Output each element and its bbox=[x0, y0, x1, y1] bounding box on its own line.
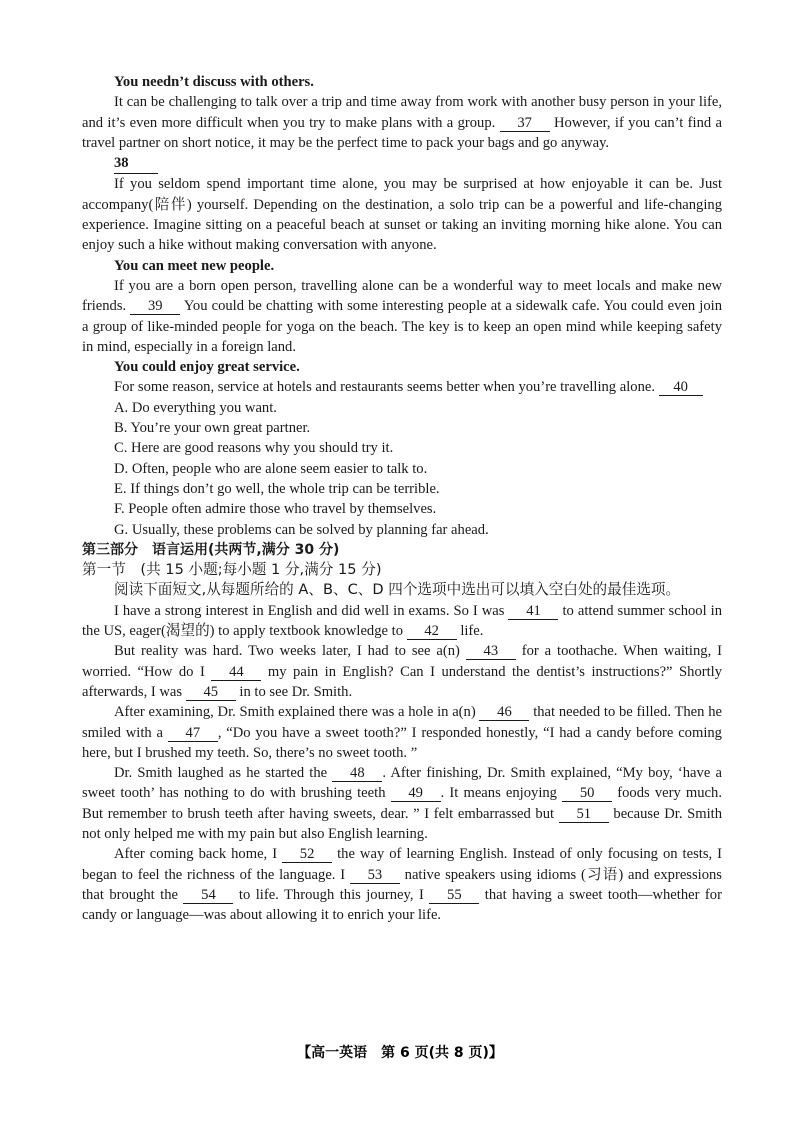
instruction: 阅读下面短文,从每题所给的 A、B、C、D 四个选项中选出可以填入空白处的最佳选项。 bbox=[114, 581, 681, 599]
option-f: F. People often admire those who travel by themselves. bbox=[114, 501, 437, 518]
blank-51: 51 bbox=[559, 806, 609, 823]
blank-48: 48 bbox=[332, 765, 382, 782]
blank-45: 45 bbox=[186, 684, 236, 701]
blank-53: 53 bbox=[350, 867, 400, 884]
section-1-heading: 第一节 (共 15 小题;每小题 1 分,满分 15 分) bbox=[82, 561, 382, 579]
blank-46: 46 bbox=[479, 704, 529, 721]
option-d: D. Often, people who are alone seem easier to talk to. bbox=[114, 460, 428, 477]
cloze-paragraph-5: After coming back home, I 52 the way of learning English. Instead of only focusing on tests, I began to feel the richness of the language. I 53 native speakers using idioms (习语) and expressions that brought the 54 to life. Through this journey, I 55 that having a sweet tooth—whether for candy or language—was about allowing it to enrich your life. bbox=[82, 846, 723, 924]
blank-54: 54 bbox=[183, 887, 233, 904]
option-g: G. Usually, these problems can be solved by planning far ahead. bbox=[114, 521, 489, 538]
blank-37: 37 bbox=[500, 115, 550, 132]
paragraph-39: If you are a born open person, travelling alone can be a wonderful way to meet locals and make new friends. 39 You could be chatting with some interesting people at a sidewalk cafe. You could even join a group of like-minded people for yoga on the beach. The key is to keep an open mind while keeping safety in mind, especially in a foreign land. bbox=[82, 277, 722, 355]
blank-40: 40 bbox=[659, 379, 703, 396]
blank-50: 50 bbox=[562, 785, 612, 802]
blank-49: 49 bbox=[391, 785, 441, 802]
part-3-heading: 第三部分 语言运用(共两节,满分 30 分) bbox=[82, 541, 340, 558]
option-a: A. Do everything you want. bbox=[114, 399, 277, 416]
option-c: C. Here are good reasons why you should try it. bbox=[114, 440, 394, 457]
blank-43: 43 bbox=[466, 643, 516, 660]
paragraph-40: For some reason, service at hotels and restaurants seems better when you’re travelling alone. 40 bbox=[82, 377, 722, 397]
blank-52: 52 bbox=[282, 846, 332, 863]
cloze-paragraph-2: But reality was hard. Two weeks later, I had to see a(n) 43 for a toothache. When waiting, I worried. “How do I 44 my pain in English? Can I understand the dentist’s instructions?” Shortly afterwards, I was 45 in to see Dr. Smith. bbox=[82, 643, 723, 700]
blank-47: 47 bbox=[168, 725, 218, 742]
cloze-paragraph-3: After examining, Dr. Smith explained there was a hole in a(n) 46 that needed to be filled. Then he smiled with a 47 , “Do you have a sweet tooth?” I responded honestly, “I had a candy before coming here, but I brushed my teeth. So, there’s no sweet tooth. ” bbox=[82, 704, 722, 761]
section-heading-4: You could enjoy great service. bbox=[114, 359, 300, 376]
blank-heading-38: 38 bbox=[82, 153, 722, 174]
blank-41: 41 bbox=[508, 603, 558, 620]
option-e: E. If things don’t go well, the whole trip can be terrible. bbox=[114, 480, 440, 497]
blank-42: 42 bbox=[407, 623, 457, 640]
section-heading-1: You needn’t discuss with others. bbox=[114, 74, 314, 90]
paragraph-37: It can be challenging to talk over a trip and time away from work with another busy person in your life, and it’s even more difficult when you try to make plans with a group. 37 However, if you can’t find a travel partner on short notice, it may be the perfect time to pack your bags and go anyway. bbox=[82, 94, 722, 151]
section-heading-3: You can meet new people. bbox=[114, 257, 275, 274]
paragraph-38: If you seldom spend important time alone, you may be surprised at how enjoyable it can be. Just accompany(陪伴) yourself. Depending on the destination, a solo trip can be a powerful and life-changing experience. Imagine sitting on a peaceful beach at sunset or taking an inviting morning hike alone. You can enjoy such a hike without making conversation with anyone. bbox=[82, 176, 722, 254]
cloze-paragraph-1: I have a strong interest in English and did well in exams. So I was 41 to attend summer school in the US, eager(渴望的) to apply textbook knowledge to 42 life. bbox=[82, 602, 723, 640]
blank-44: 44 bbox=[211, 664, 261, 681]
page-footer: 【高一英语 第 6 页(共 8 页)】 bbox=[297, 1045, 503, 1061]
cloze-paragraph-4: Dr. Smith laughed as he started the 48 . After finishing, Dr. Smith explained, “My boy, ‘have a sweet tooth’ has nothing to do with brushing teeth 49 . It means enjoying 50 foods very much. But remember to brush teeth after having sweets, dear. ” I felt embarrassed but 51 because Dr. Smith not only helped me with my pain but also English learning. bbox=[82, 765, 722, 842]
blank-55: 55 bbox=[429, 887, 479, 904]
exam-page bbox=[82, 72, 722, 925]
blank-39: 39 bbox=[130, 298, 180, 315]
option-b: B. You’re your own great partner. bbox=[114, 420, 311, 437]
